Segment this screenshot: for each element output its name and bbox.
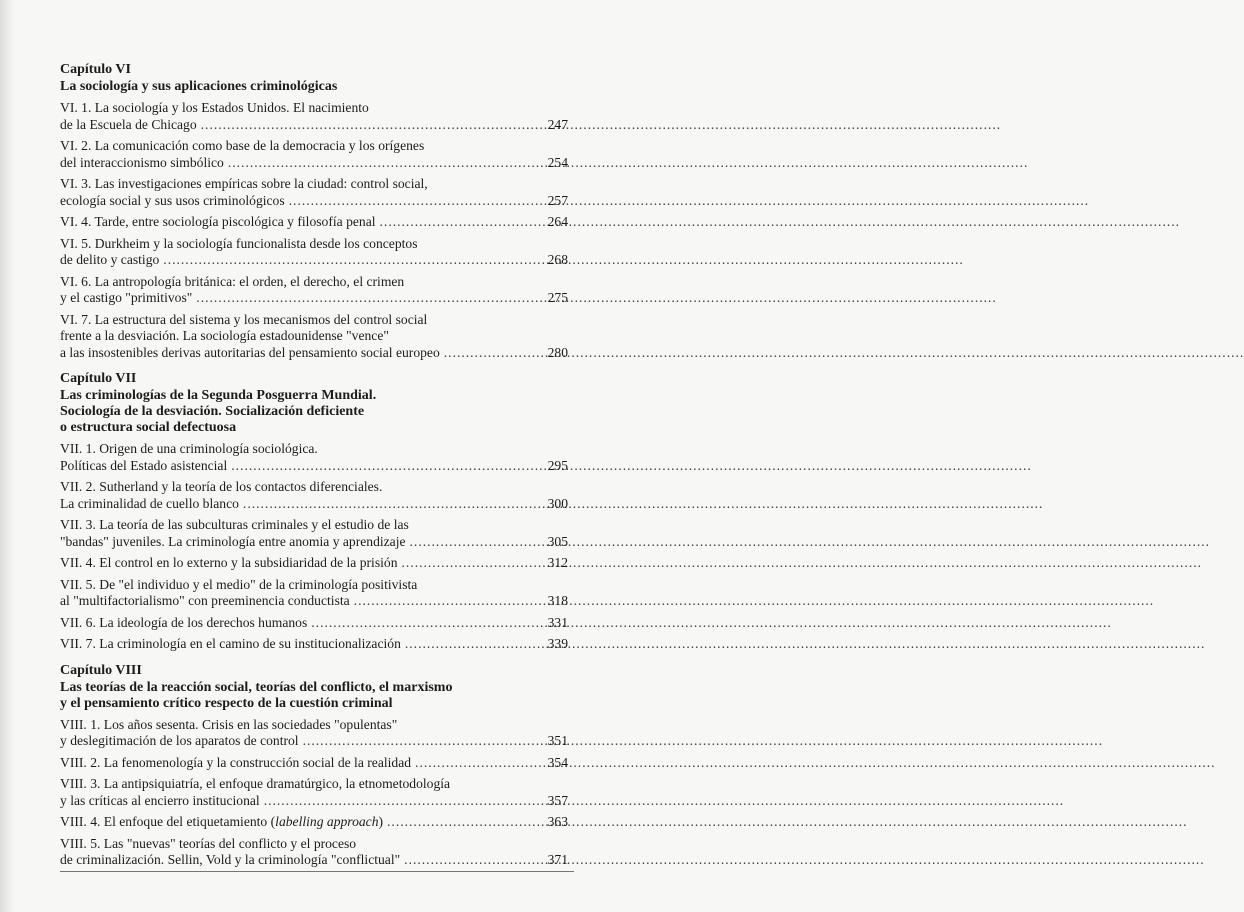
- toc-entry[interactable]: [60, 479, 568, 512]
- page-number: 351: [547, 733, 568, 748]
- dot-leader: [402, 555, 544, 572]
- toc-entry-line: VI. 7. La estructura del sistema y los mecanismos del control social: [60, 311, 428, 327]
- toc-entry[interactable]: [60, 755, 568, 772]
- toc-entry-line: VII. 7. La criminología en el camino de su institucionalización: [60, 636, 401, 651]
- dot-leader: [387, 814, 544, 831]
- table-of-contents: [60, 62, 568, 879]
- toc-entry-last-line: [60, 793, 568, 810]
- toc-entry-line: frente a la desviación. La sociología estadounidense "vence": [60, 328, 389, 343]
- toc-entry[interactable]: [60, 836, 568, 869]
- page-spine-shadow: [0, 0, 14, 912]
- toc-entry-line: VIII. 4. El enfoque del etiquetamiento (labelling approach): [60, 814, 384, 829]
- toc-entry-last-line: [60, 534, 568, 551]
- toc-entry-line: ecología social y sus usos criminológicos: [60, 192, 285, 208]
- page-number: 331: [547, 614, 568, 630]
- page-number: 264: [547, 214, 568, 229]
- page-number: 275: [547, 290, 568, 305]
- page-number: 254: [547, 154, 568, 170]
- page-number: 300: [547, 495, 568, 511]
- toc-entry-line: VI. 4. Tarde, entre sociología piscológica y filosofía penal: [60, 214, 376, 229]
- toc-entry-line: VII. 5. De "el individuo y el medio" de la criminología positivista: [60, 576, 418, 592]
- page-number: 318: [547, 593, 568, 608]
- toc-entry-line: y deslegitimación de los aparatos de control: [60, 733, 299, 748]
- toc-entry-last-line: [60, 636, 568, 653]
- toc-entry-line: VI. 6. La antropología británica: el orden, el derecho, el crimen: [60, 273, 405, 289]
- page-number: 357: [547, 792, 568, 808]
- toc-entry-last-line: [60, 117, 568, 134]
- dot-leader: [311, 615, 543, 632]
- toc-entry-line: de criminalización. Sellin, Vold y la criminología "conflictual": [60, 852, 401, 867]
- book-page: [0, 0, 612, 912]
- toc-entry-last-line: [60, 155, 568, 172]
- dot-leader: [444, 345, 544, 362]
- toc-entry-line: y las críticas al encierro institucional: [60, 792, 260, 808]
- toc-entry-line: VIII. 3. La antipsiquiatría, el enfoque dramatúrgico, la etnometodología: [60, 776, 451, 791]
- toc-entry-line: VIII. 5. Las "nuevas" teorías del conflicto y el proceso: [60, 835, 357, 851]
- toc-entry-line: Políticas del Estado asistencial: [60, 457, 228, 473]
- dot-leader: [354, 593, 544, 610]
- toc-entry-line: VII. 2. Sutherland y la teoría de los contactos diferenciales.: [60, 479, 383, 494]
- toc-entry[interactable]: [60, 636, 568, 653]
- chapter-label: Capítulo VIII: [60, 662, 142, 678]
- chapter-title: [60, 388, 568, 436]
- page-number: 280: [547, 344, 568, 360]
- dot-leader: [163, 252, 543, 269]
- toc-entry-line: VI. 5. Durkheim y la sociología funcionalista desde los conceptos: [60, 235, 418, 251]
- toc-entry-last-line: [60, 496, 568, 513]
- chapter-title-line: y el pensamiento crítico respecto de la cuestión criminal: [60, 695, 393, 711]
- page-number: 295: [547, 457, 568, 473]
- toc-entry-last-line: [60, 555, 568, 572]
- page-number: 312: [547, 555, 568, 570]
- chapter-title: [60, 79, 568, 95]
- toc-entry-line: VII. 3. La teoría de las subculturas criminales y el estudio de las: [60, 517, 409, 532]
- toc-entry-last-line: [60, 852, 568, 869]
- chapter-title-line: o estructura social defectuosa: [60, 420, 237, 435]
- dot-leader: [228, 155, 544, 172]
- bottom-rule: [60, 871, 574, 872]
- page-number: 257: [547, 192, 568, 208]
- toc-entry-line: VII. 1. Origen de una criminología sociológica.: [60, 441, 318, 456]
- toc-entry[interactable]: [60, 312, 568, 362]
- toc-entry-last-line: [60, 755, 568, 772]
- toc-entry[interactable]: [60, 615, 568, 632]
- toc-entry-line: y el castigo "primitivos": [60, 290, 193, 305]
- toc-entry-line: de delito y castigo: [60, 252, 160, 267]
- chapter-label: Capítulo VII: [60, 371, 137, 386]
- page-number: 268: [547, 252, 568, 267]
- chapter-title-line: Las teorías de la reacción social, teorías del conflicto, el marxismo: [60, 679, 453, 695]
- page-number: 363: [547, 814, 568, 829]
- toc-entry[interactable]: [60, 176, 568, 209]
- toc-entry-line: a las insostenibles derivas autoritarias del pensamiento social europeo: [60, 344, 440, 360]
- toc-entry-last-line: [60, 615, 568, 632]
- chapter-label: Capítulo VI: [60, 62, 131, 77]
- toc-entry-line: VIII. 1. Los años sesenta. Crisis en las sociedades "opulentas": [60, 716, 398, 732]
- dot-leader: [201, 117, 544, 134]
- page-number: 354: [547, 754, 568, 770]
- toc-entry-last-line: [60, 593, 568, 610]
- page-number: 371: [547, 852, 568, 867]
- toc-entry[interactable]: [60, 814, 568, 831]
- dot-leader: [404, 852, 543, 869]
- chapter-section: [60, 371, 568, 653]
- chapter-title-line: Las criminologías de la Segunda Posguerra Mundial.: [60, 388, 377, 403]
- toc-entry[interactable]: [60, 274, 568, 307]
- chapter-title: [60, 680, 568, 712]
- toc-entry[interactable]: [60, 138, 568, 171]
- toc-entry[interactable]: [60, 214, 568, 231]
- toc-entry-line: La criminalidad de cuello blanco: [60, 495, 239, 511]
- toc-entry-last-line: [60, 214, 568, 231]
- dot-leader: [410, 534, 544, 551]
- dot-leader: [405, 636, 544, 653]
- toc-entry-last-line: [60, 290, 568, 307]
- dot-leader: [264, 793, 544, 810]
- toc-entry-line: VII. 6. La ideología de los derechos humanos: [60, 614, 308, 630]
- toc-entry[interactable]: [60, 441, 568, 474]
- page-number: 339: [547, 636, 568, 651]
- dot-leader: [289, 193, 544, 210]
- toc-entry-last-line: [60, 193, 568, 210]
- chapter-title-line: La sociología y sus aplicaciones criminológicas: [60, 79, 338, 94]
- toc-entry[interactable]: [60, 577, 568, 610]
- toc-entry[interactable]: [60, 517, 568, 550]
- chapter-title-line: Sociología de la desviación. Socialización deficiente: [60, 404, 365, 419]
- toc-entry[interactable]: [60, 236, 568, 269]
- toc-entry-line: al "multifactorialismo" con preeminencia conductista: [60, 593, 350, 608]
- toc-entry[interactable]: [60, 100, 568, 133]
- chapter-section: [60, 62, 568, 361]
- toc-entry-last-line: [60, 458, 568, 475]
- toc-entry-line: del interaccionismo simbólico: [60, 154, 224, 170]
- toc-entry-line: VI. 3. Las investigaciones empíricas sobre la ciudad: control social,: [60, 176, 428, 191]
- dot-leader: [415, 755, 544, 772]
- dot-leader: [196, 290, 543, 307]
- toc-entry-line: VI. 2. La comunicación como base de la democracia y los orígenes: [60, 138, 425, 153]
- toc-entry-last-line: [60, 733, 568, 750]
- dot-leader: [303, 733, 544, 750]
- toc-entry-last-line: [60, 345, 568, 362]
- toc-entry-line: VIII. 2. La fenomenología y la construcción social de la realidad: [60, 754, 412, 770]
- toc-entry-line: "bandas" juveniles. La criminología entre anomia y aprendizaje: [60, 533, 406, 549]
- chapter-section: [60, 663, 568, 869]
- toc-entry-line: VII. 4. El control en lo externo y la subsidiaridad de la prisión: [60, 555, 398, 570]
- dot-leader: [380, 214, 544, 231]
- toc-entry-last-line: [60, 252, 568, 269]
- page-number: 305: [547, 533, 568, 549]
- dot-leader: [243, 496, 544, 513]
- toc-entry-line: VI. 1. La sociología y los Estados Unidos. El nacimiento: [60, 100, 369, 115]
- toc-entry[interactable]: [60, 776, 568, 809]
- dot-leader: [231, 458, 543, 475]
- toc-entry-line: de la Escuela de Chicago: [60, 116, 197, 132]
- toc-entry[interactable]: [60, 717, 568, 750]
- toc-entry-last-line: [60, 814, 568, 831]
- page-number: 247: [547, 116, 568, 132]
- toc-entry[interactable]: [60, 555, 568, 572]
